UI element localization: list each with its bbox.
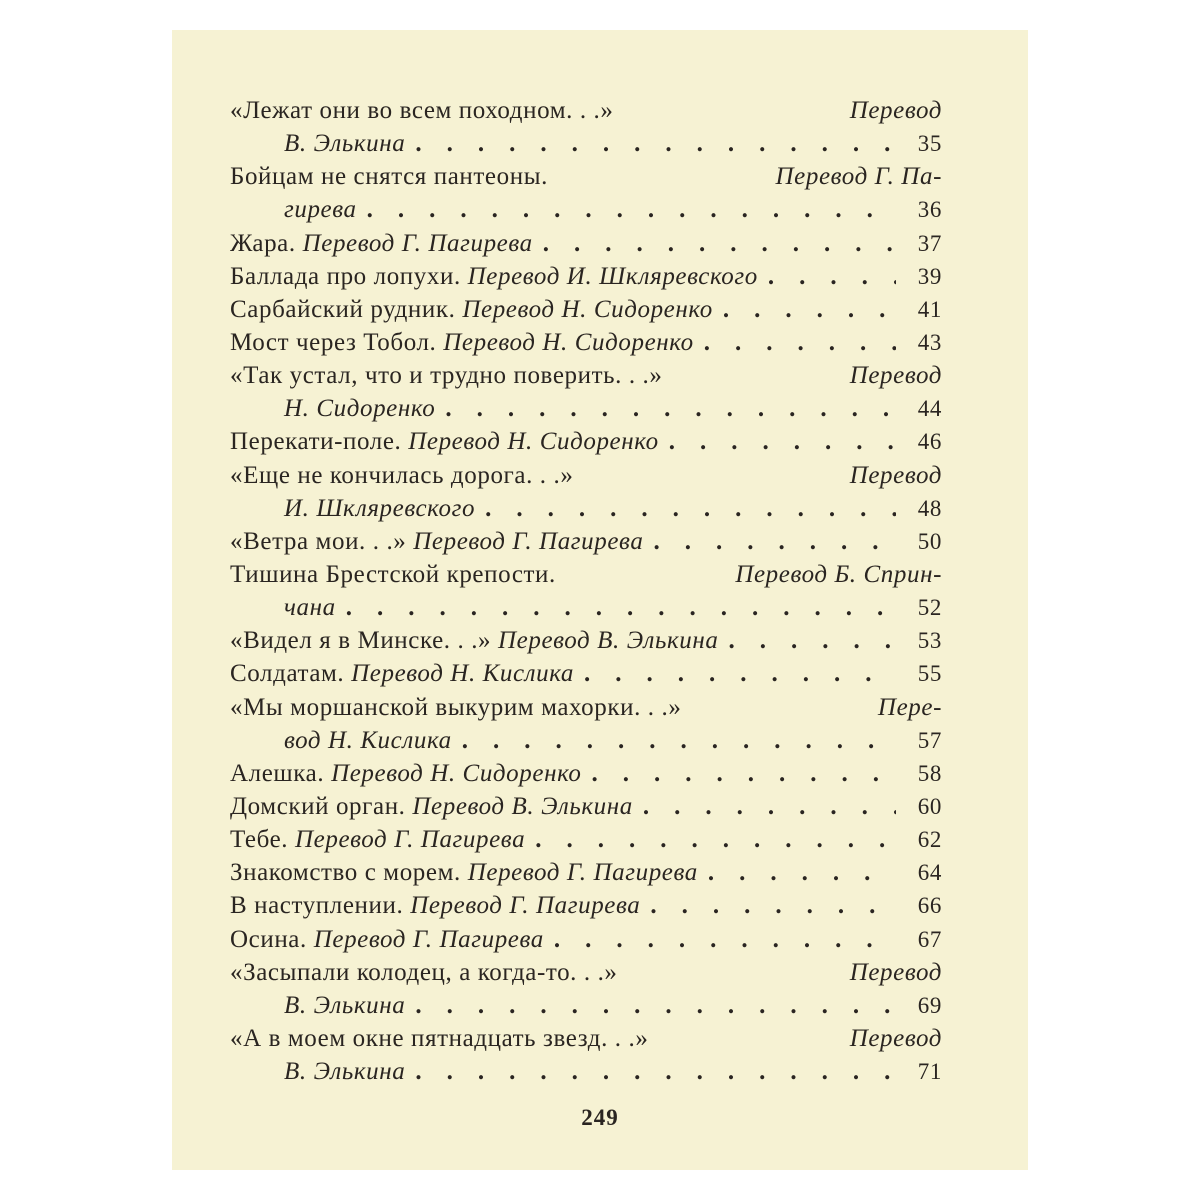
- toc-entry-line: [230, 856, 942, 889]
- toc-entry-continuation: [230, 392, 942, 425]
- toc-leader-dots: [653, 525, 896, 558]
- toc-page-number: 37: [917, 230, 942, 256]
- toc-page-number: 58: [917, 760, 942, 786]
- toc-entry-continuation: [230, 1055, 942, 1088]
- toc-entry-line: [230, 624, 942, 657]
- toc-page-number: 48: [917, 495, 942, 521]
- toc-entry-translator-cont: гирева: [284, 196, 357, 224]
- toc-page-number: 71: [917, 1059, 942, 1085]
- toc-leader-dots: [704, 326, 896, 359]
- toc-entry-continuation: [230, 724, 942, 757]
- toc-entry-line: [230, 657, 942, 690]
- toc-entry-line: [230, 889, 942, 922]
- toc-page-number: 60: [917, 793, 942, 819]
- toc-entry-translator-cont: чана: [284, 594, 336, 622]
- toc-leader-dots: [708, 856, 896, 889]
- toc-entry-title: «Засыпали колодец, а когда-то. . .»: [230, 958, 618, 986]
- toc-entry-title: Баллада про лопухи.: [230, 262, 461, 290]
- toc-page-number: 36: [917, 197, 942, 223]
- toc-entry-line: [230, 757, 942, 790]
- toc-leader-dots: [584, 657, 896, 690]
- toc-entry-title-block: [230, 359, 942, 392]
- toc-entry-title: Тебе.: [230, 826, 289, 854]
- toc-entry-translator: Перевод Б. Сприн-: [735, 560, 942, 588]
- toc-leader-dots: [415, 127, 896, 160]
- toc-entry-title-block: [230, 459, 942, 492]
- toc-entry-line: [230, 790, 942, 823]
- toc-entry-translator: Перевод: [849, 97, 942, 124]
- toc-entry-translator: Перевод Г. Пагирева: [302, 229, 533, 257]
- toc-entry-translator: Перевод И. Шкляревского: [467, 262, 758, 290]
- toc-leader-dots: [485, 492, 896, 525]
- toc-page-number: 53: [917, 628, 942, 654]
- toc-entry-continuation: [230, 989, 942, 1022]
- toc-entry-title: Сарбайский рудник.: [230, 295, 456, 323]
- toc-leader-dots: [723, 293, 896, 326]
- toc-page-number: 41: [917, 296, 942, 322]
- toc-entry-translator: Пере-: [877, 693, 942, 721]
- toc-entry-title-block: [230, 691, 942, 724]
- toc-leader-dots: [367, 193, 896, 226]
- toc-entry-title: «Еще не кончилась дорога. . .»: [230, 461, 574, 489]
- toc-entry-title: «Лежат они во всем походном. . .»: [230, 97, 614, 124]
- toc-entry-title-block: [230, 160, 942, 193]
- toc-leader-dots: [650, 889, 896, 922]
- toc-entry-title-block: [230, 94, 942, 127]
- toc-entry-translator: Перевод Н. Кислика: [351, 660, 575, 688]
- toc-entry-line: [230, 293, 942, 326]
- toc-entry-title: «Мы моршанской выкурим махорки. . .»: [230, 693, 682, 721]
- toc-entry-title-block: [230, 1022, 942, 1055]
- toc-entry-line: [230, 160, 942, 193]
- toc-entry-continuation: [230, 193, 942, 226]
- toc-page-number: 55: [917, 661, 942, 687]
- toc-page-number: 35: [917, 131, 942, 157]
- toc-leader-dots: [554, 923, 896, 956]
- toc-entry-title: Осина.: [230, 925, 307, 953]
- toc-page-number: 39: [917, 263, 942, 289]
- toc-entry-title-block: [230, 956, 942, 989]
- toc-leader-dots: [445, 392, 896, 425]
- toc-entry-translator: Перевод Г. Пагирева: [467, 859, 698, 887]
- toc-entry-translator-cont: В. Элькина: [284, 991, 406, 1019]
- table-of-contents: [230, 94, 942, 1088]
- toc-leader-dots: [768, 260, 896, 293]
- toc-leader-dots: [592, 757, 896, 790]
- toc-entry-line: [230, 425, 942, 458]
- toc-page-number: 46: [917, 429, 942, 455]
- toc-entry-title: «Видел я в Минске. . .»: [230, 627, 492, 655]
- toc-entry-title-block: [230, 558, 942, 591]
- toc-entry-translator-cont: И. Шкляревского: [284, 494, 476, 522]
- toc-leader-dots: [415, 1055, 896, 1088]
- toc-entry-translator-cont: Н. Сидоренко: [284, 395, 436, 423]
- page-number: 249: [581, 1105, 619, 1130]
- toc-leader-dots: [643, 790, 896, 823]
- toc-entry-translator-cont: В. Элькина: [284, 130, 406, 158]
- toc-entry-translator: Перевод Н. Сидоренко: [408, 428, 659, 456]
- toc-entry-translator: Перевод В. Элькина: [412, 792, 633, 820]
- toc-leader-dots: [535, 823, 896, 856]
- toc-entry-translator: Перевод Г. Пагирева: [413, 527, 644, 555]
- toc-entry-line: [230, 359, 942, 392]
- toc-entry-line: [230, 923, 942, 956]
- toc-entry-translator: Перевод Г. Пагирева: [313, 925, 544, 953]
- toc-entry-translator-cont: вод Н. Кислика: [284, 726, 452, 754]
- toc-page-number: 66: [917, 893, 942, 919]
- toc-entry-continuation: [230, 492, 942, 525]
- toc-entry-title: Бойцам не снятся пантеоны.: [230, 163, 548, 191]
- toc-entry-translator: Перевод: [849, 1024, 942, 1052]
- toc-entry-title: Знакомство с морем.: [230, 859, 461, 887]
- toc-entry-title: «Так устал, что и трудно поверить. . .»: [230, 362, 663, 390]
- toc-entry-translator: Перевод Н. Сидоренко: [443, 328, 694, 356]
- toc-entry-translator: Перевод Г. Пагирева: [410, 892, 641, 920]
- toc-page-number: 57: [917, 727, 942, 753]
- toc-page-number: 69: [917, 992, 942, 1018]
- toc-page-number: 52: [917, 595, 942, 621]
- toc-entry-title: Алешка.: [230, 759, 325, 787]
- toc-page-number: 43: [917, 329, 942, 355]
- toc-entry-line: [230, 326, 942, 359]
- toc-entry-continuation: [230, 127, 942, 160]
- toc-page-number: 67: [917, 926, 942, 952]
- toc-leader-dots: [543, 227, 896, 260]
- toc-page-number: 64: [917, 860, 942, 886]
- toc-leader-dots: [462, 724, 896, 757]
- toc-page-number: 50: [917, 528, 942, 554]
- toc-entry-translator: Перевод Н. Сидоренко: [462, 295, 713, 323]
- toc-entry-line: [230, 260, 942, 293]
- toc-entry-title: «Ветра мои. . .»: [230, 527, 407, 555]
- toc-leader-dots: [669, 425, 896, 458]
- toc-entry-line: [230, 823, 942, 856]
- toc-page-number: 44: [917, 396, 942, 422]
- toc-leader-dots: [346, 591, 896, 624]
- toc-entry-line: [230, 525, 942, 558]
- toc-entry-title: Домский орган.: [230, 792, 406, 820]
- toc-leader-dots: [729, 624, 897, 657]
- book-page: [172, 30, 1028, 1170]
- toc-entry-title: «А в моем окне пятнадцать звезд. . .»: [230, 1024, 649, 1052]
- toc-entry-title: Тишина Брестской крепости.: [230, 560, 556, 588]
- toc-entry-translator: Перевод Н. Сидоренко: [331, 759, 582, 787]
- toc-leader-dots: [415, 989, 896, 1022]
- toc-entry-line: [230, 94, 942, 127]
- toc-entry-line: [230, 956, 942, 989]
- toc-entry-line: [230, 558, 942, 591]
- toc-entry-title: Солдатам.: [230, 660, 345, 688]
- toc-entry-line: [230, 227, 942, 260]
- toc-entry-continuation: [230, 591, 942, 624]
- toc-entry-line: [230, 691, 942, 724]
- toc-entry-translator: Перевод Г. Пагирева: [295, 826, 526, 854]
- toc-entry-line: [230, 459, 942, 492]
- toc-entry-title: Перекати-поле.: [230, 428, 402, 456]
- toc-entry-title: Жара.: [230, 229, 296, 257]
- toc-entry-translator: Перевод: [849, 958, 942, 986]
- toc-entry-translator-cont: В. Элькина: [284, 1058, 406, 1086]
- toc-entry-translator: Перевод: [849, 461, 942, 489]
- toc-entry-title: Мост через Тобол.: [230, 328, 437, 356]
- toc-entry-translator: Перевод В. Элькина: [498, 627, 719, 655]
- toc-entry-translator: Перевод Г. Па-: [775, 163, 942, 191]
- toc-page-number: 62: [917, 827, 942, 853]
- toc-entry-line: [230, 1022, 942, 1055]
- toc-entry-title: В наступлении.: [230, 892, 404, 920]
- toc-entry-translator: Перевод: [849, 362, 942, 390]
